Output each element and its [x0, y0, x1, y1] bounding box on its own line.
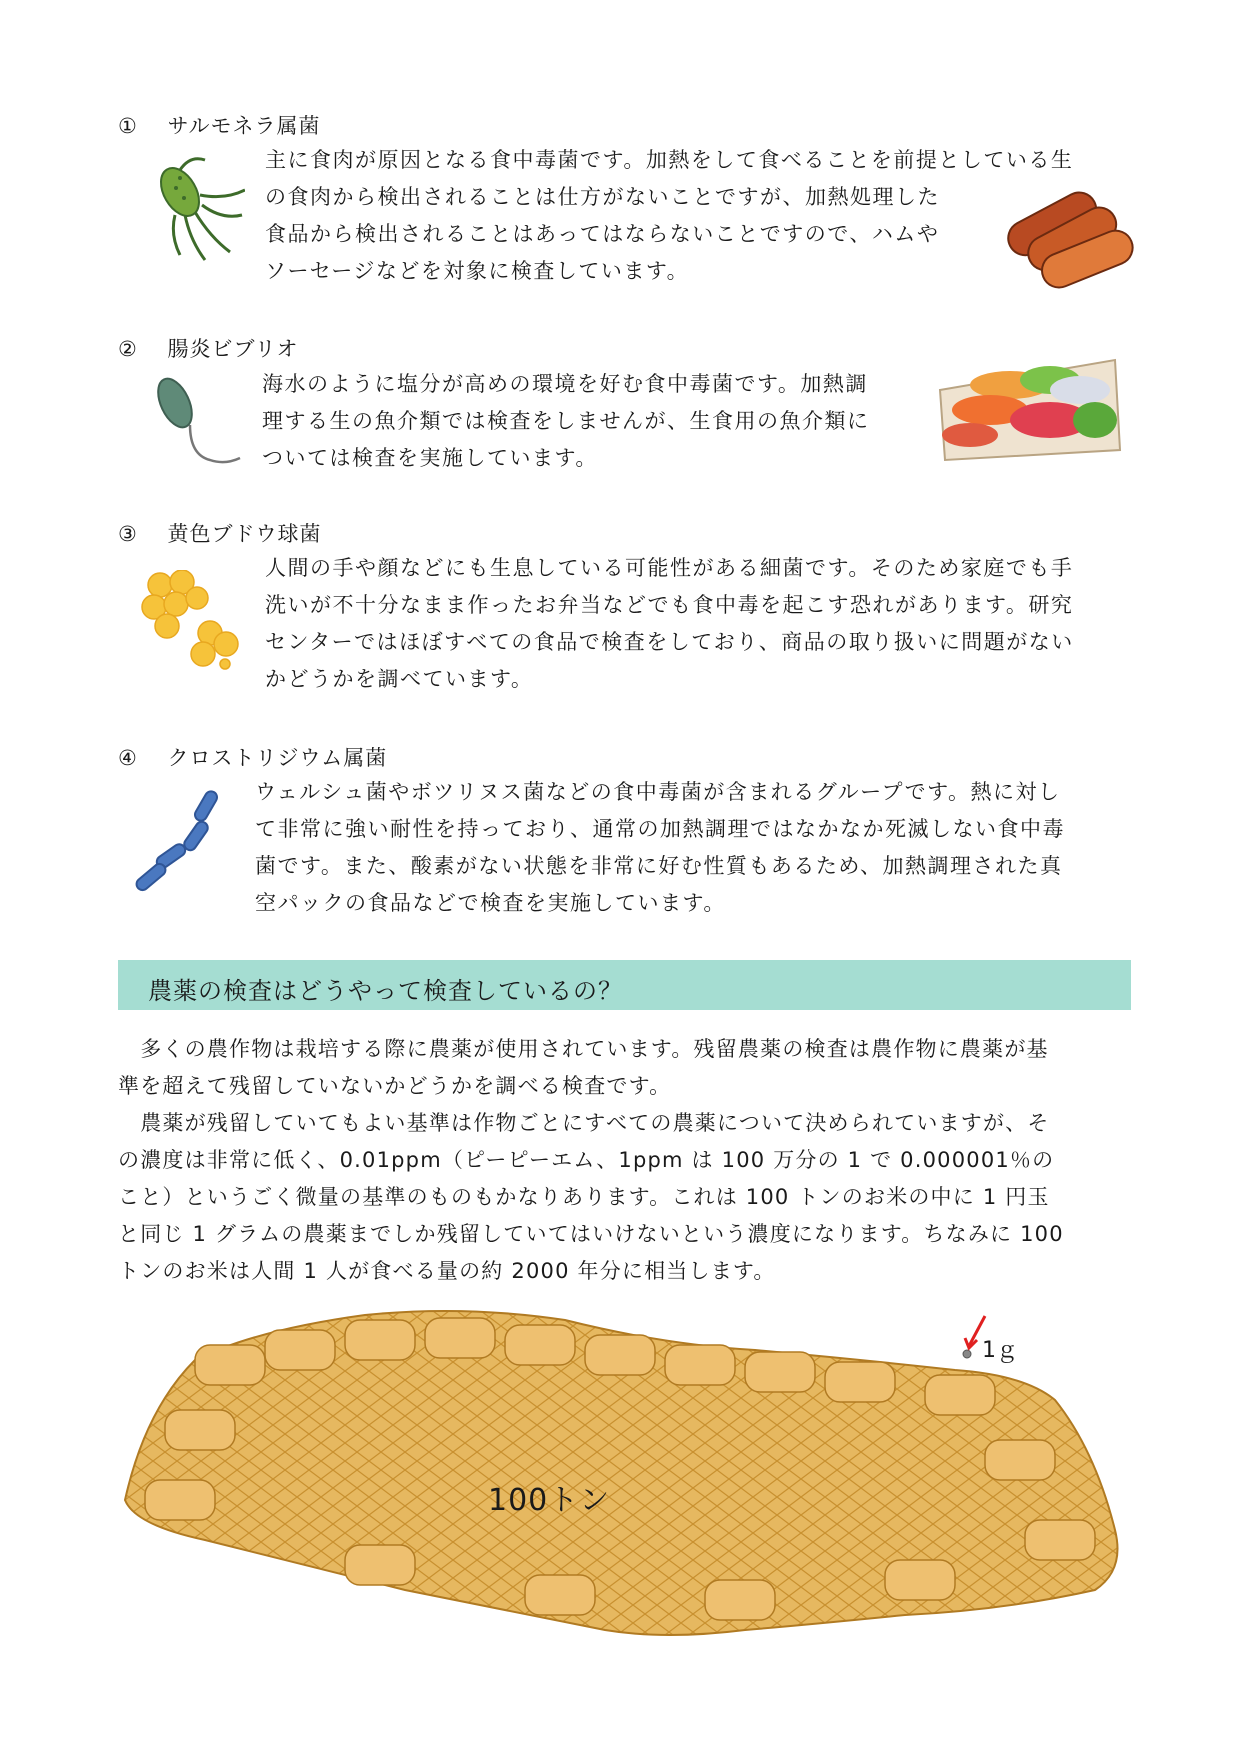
bacteria-title: サルモネラ属菌 [167, 114, 321, 138]
text-line: の食肉から検出されることは仕方がないことですが、加熱処理した [265, 185, 940, 209]
sashimi-illustration [930, 350, 1125, 465]
vibrio-illustration [150, 375, 250, 470]
bacteria-description-2 [262, 366, 870, 477]
text-line: 多くの農作物は栽培する際に農薬が使用されています。残留農薬の検査は農作物に農薬が基 [118, 1037, 1049, 1061]
section-heading-bar [118, 960, 1131, 1010]
text-line: ついては検査を実施しています。 [262, 446, 598, 470]
sausage-illustration [1000, 188, 1135, 293]
gram-label: 1ｇ [982, 1338, 1018, 1363]
bacteria-number: ④ [118, 746, 138, 770]
bacteria-number: ① [118, 114, 138, 138]
text-line: 理する生の魚介類では検査をしませんが、生食用の魚介類に [262, 409, 870, 433]
pesticide-paragraph-2 [118, 1105, 1132, 1290]
text-line: と同じ 1 グラムの農薬までしか残留していてはいけないという濃度になります。ちなみに 100 [118, 1222, 1064, 1246]
bacteria-title: 黄色ブドウ球菌 [167, 522, 322, 546]
text-line: の濃度は非常に低く、0.01ppm（ピーピーエム、1ppm は 100 万分の 1 で 0.000001％の [118, 1148, 1055, 1172]
text-line: て非常に強い耐性を持っており、通常の加熱調理ではなかなか死滅しない食中毒 [255, 817, 1065, 841]
text-line: こと）というごく微量の基準のものもかなりあります。これは 100 トンのお米の中に 1 円玉 [118, 1185, 1050, 1209]
text-line: 食品から検出されることはあってはならないことですので、ハムや [265, 222, 940, 246]
bacteria-number: ② [118, 337, 138, 361]
text-line: 菌です。また、酸素がない状態を非常に好む性質もあるため、加熱調理された真 [255, 854, 1063, 878]
bacteria-description-1 [265, 142, 1073, 290]
text-line: 洗いが不十分なまま作ったお弁当などでも食中毒を起こす恐れがあります。研究 [265, 593, 1074, 617]
pile-label: 100トン [488, 1483, 611, 1518]
staphylococcus-illustration [140, 570, 245, 670]
clostridium-illustration [135, 790, 235, 900]
bacteria-title: 腸炎ビブリオ [167, 337, 299, 361]
bacteria-title: クロストリジウム属菌 [167, 746, 388, 770]
bacteria-description-4 [255, 774, 1065, 922]
text-line: ソーセージなどを対象に検査しています。 [265, 259, 690, 283]
pesticide-paragraph-1 [118, 1031, 1132, 1105]
bacteria-heading-4 [118, 742, 387, 772]
bacteria-description-3 [265, 550, 1074, 698]
text-line: かどうかを調べています。 [265, 667, 534, 691]
salmonella-illustration [140, 150, 245, 265]
bacteria-heading-3 [118, 518, 322, 548]
text-line: 人間の手や顔などにも生息している可能性がある細菌です。そのため家庭でも手 [265, 556, 1074, 580]
text-line: 主に食肉が原因となる食中毒菌です。加熱をして食べることを前提としている生 [265, 148, 1074, 172]
text-line: 農薬が残留していてもよい基準は作物ごとにすべての農薬について決められていますが、そ [118, 1111, 1050, 1135]
section-heading: 農薬の検査はどうやって検査しているの？ [148, 977, 623, 1005]
text-line: 空パックの食品などで検査を実施しています。 [255, 891, 726, 915]
bacteria-heading-2 [118, 333, 298, 363]
text-line: 海水のように塩分が高めの環境を好む食中毒菌です。加熱調 [262, 372, 868, 396]
text-line: ウェルシュ菌やボツリヌス菌などの食中毒菌が含まれるグループです。熱に対し [255, 780, 1061, 804]
text-line: 準を超えて残留していないかどうかを調べる検査です。 [118, 1074, 672, 1098]
text-line: トンのお米は人間 1 人が食べる量の約 2000 年分に相当します。 [118, 1259, 776, 1283]
bacteria-heading-1 [118, 110, 320, 140]
bacteria-number: ③ [118, 522, 138, 546]
text-line: センターではほぼすべての食品で検査をしており、商品の取り扱いに問題がない [265, 630, 1074, 654]
